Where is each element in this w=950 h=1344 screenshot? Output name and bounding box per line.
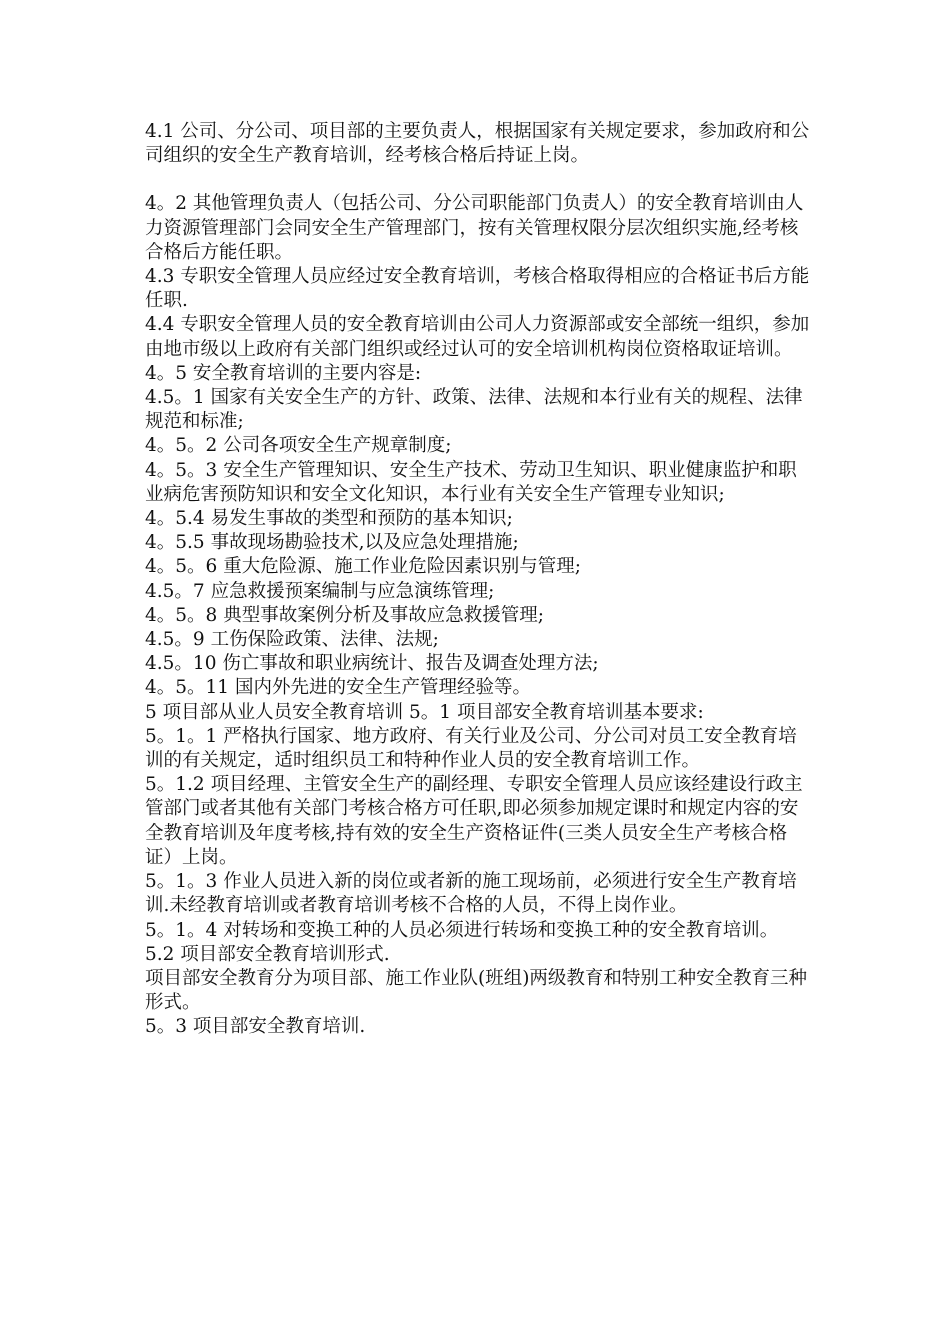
paragraph-4-5-10: 4.5。10 伤亡事故和职业病统计、报告及调查处理方法; bbox=[145, 653, 599, 675]
paragraph-5-1-4: 5。1。4 对转场和变换工种的人员必须进行转场和变换工种的安全教育培训。 bbox=[145, 919, 779, 941]
paragraph-4-2: 4。2 其他管理负责人（包括公司、分公司职能部门负责人）的安全教育培训由人力资源管理部门会同安全生产管理部门，按有关管理权限分层次组织实施,经考核合格后方能任职。 bbox=[145, 193, 804, 263]
paragraph-4-4: 4.4 专职安全管理人员的安全教育培训由公司人力资源部或安全部统一组织，参加由地市级以上政府有关部门组织或经过认可的安全培训机构岗位资格取证培训。 bbox=[145, 314, 810, 360]
paragraph-4-5: 4。5 安全教育培训的主要内容是: bbox=[145, 362, 422, 384]
paragraph-4-5-7: 4.5。7 应急救援预案编制与应急演练管理; bbox=[145, 580, 495, 602]
paragraph-4-1: 4.1 公司、分公司、项目部的主要负责人，根据国家有关规定要求，参加政府和公司组织的安全生产教育培训，经考核合格后持证上岗。 bbox=[145, 121, 810, 167]
paragraph-4-5-1: 4.5。1 国家有关安全生产的方针、政策、法律、法规和本行业有关的规程、法律规范和标准; bbox=[145, 387, 803, 433]
paragraph-4-5-5: 4。5.5 事故现场勘验技术,以及应急处理措施; bbox=[145, 532, 519, 554]
paragraph-4-5-4: 4。5.4 易发生事故的类型和预防的基本知识; bbox=[145, 508, 513, 530]
paragraph-4-5-9: 4.5。9 工伤保险政策、法律、法规; bbox=[145, 629, 439, 651]
paragraph-4-5-8: 4。5。8 典型事故案例分析及事故应急救援管理; bbox=[145, 604, 544, 626]
paragraph-5-heading: 5 项目部从业人员安全教育培训 5。1 项目部安全教育培训基本要求: bbox=[145, 701, 704, 723]
paragraph-5-3: 5。3 项目部安全教育培训. bbox=[145, 1016, 366, 1038]
paragraph-5-1-3: 5。1。3 作业人员进入新的岗位或者新的施工现场前，必须进行安全生产教育培训.未经教育培训或者教育培训考核不合格的人员，不得上岗作业。 bbox=[145, 871, 797, 917]
paragraph-4-3: 4.3 专职安全管理人员应经过安全教育培训，考核合格取得相应的合格证书后方能任职. bbox=[145, 266, 810, 312]
paragraph-5-1-1: 5。1。1 严格执行国家、地方政府、有关行业及公司、分公司对员工安全教育培训的有关规定，适时组织员工和特种作业人员的安全教育培训工作。 bbox=[145, 725, 797, 772]
paragraph-5-2-body: 项目部安全教育分为项目部、施工作业队(班组)两级教育和特别工种安全教育三种形式。 bbox=[145, 967, 807, 1014]
document-body bbox=[145, 120, 810, 1040]
paragraph-4-5-11: 4。5。11 国内外先进的安全生产管理经验等。 bbox=[145, 677, 531, 699]
paragraph-4-5-3: 4。5。3 安全生产管理知识、安全生产技术、劳动卫生知识、职业健康监护和职业病危害预防知识和安全文化知识，本行业有关安全生产管理专业知识; bbox=[145, 459, 797, 505]
paragraph-4-5-2: 4。5。2 公司各项安全生产规章制度; bbox=[145, 435, 452, 457]
paragraph-4-5-6: 4。5。6 重大危险源、施工作业危险因素识别与管理; bbox=[145, 556, 581, 578]
paragraph-5-2: 5.2 项目部安全教育培训形式. bbox=[145, 943, 390, 965]
paragraph-5-1-2: 5。1.2 项目经理、主管安全生产的副经理、专职安全管理人员应该经建设行政主管部门或者其他有关部门考核合格方可任职,即必须参加规定课时和规定内容的安全教育培训及年度考核,持有效的安全生产资格证件(三类人员安全生产考核合格证）上岗。 bbox=[145, 774, 803, 868]
